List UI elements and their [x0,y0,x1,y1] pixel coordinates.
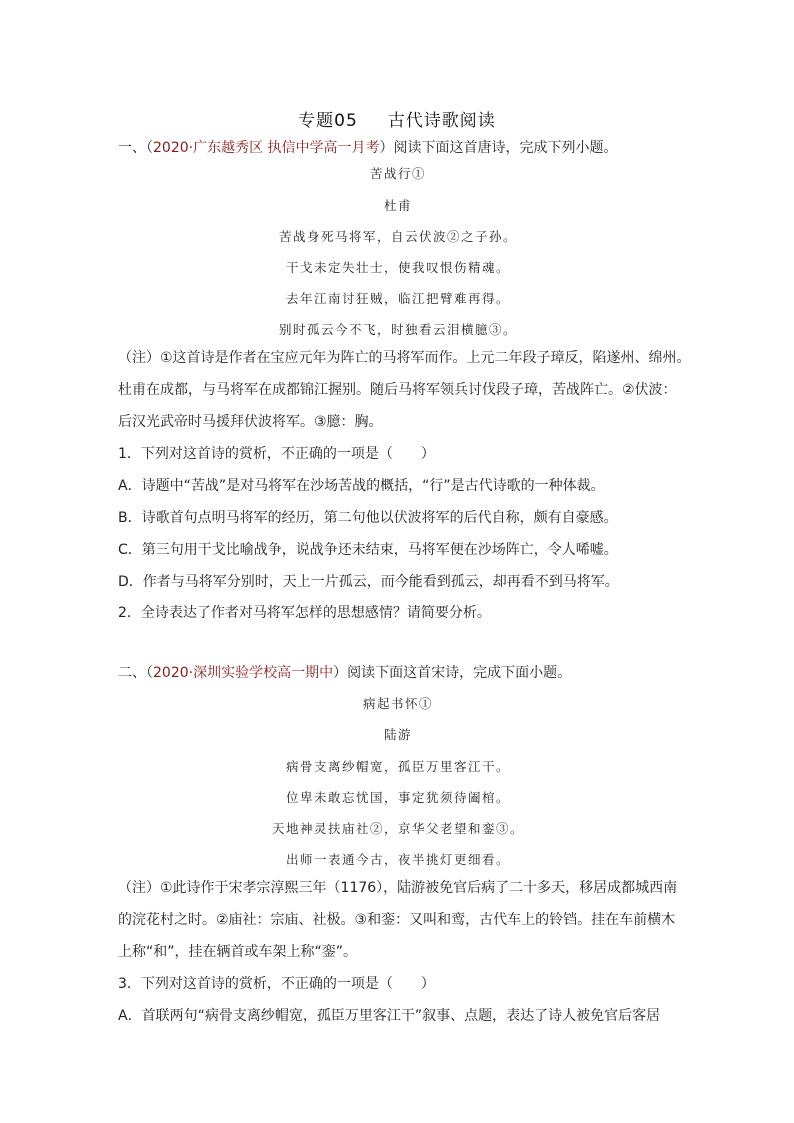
section2-header [118,663,698,683]
poem2-line: 天地神灵扶庙社②，京华父老望和銮③。 [271,821,524,836]
title-subject: 古代诗歌阅读 [387,111,496,131]
poem2-line: 位卑未敢忘忧国，事定犹须待阖棺。 [285,790,510,805]
question-2: 2．全诗表达了作者对马将军怎样的思想感情？请简要分析。 [118,605,491,621]
poem2-title: 病起书怀① [362,696,433,711]
section2-instruction: ）阅读下面这首宋诗，完成下面小题。 [333,665,572,681]
note1-line: 后汉光武帝时马援拜伏波将军。③臆：胸。 [118,414,383,430]
section1-instruction: ）阅读下面这首唐诗，完成下列小题。 [379,140,618,156]
poem1-author: 杜甫 [383,198,412,213]
poem1-line: 干戈未定失壮士，使我叹恨伤精魂。 [285,260,510,275]
note2-line: 上称“和”，挂在辆首或车架上称“銮”。 [118,944,358,960]
section1-header [118,138,698,158]
q1-option-d: D．作者与马将军分别时，天上一片孤云，而今能看到孤云，却再看不到马将军。 [118,574,619,590]
q3-option-a: A．首联两句“病骨支离纱帽宽，孤臣万里客江干”叙事、点题，表达了诗人被免官后客居 [118,1008,661,1024]
note1-line: （注）①这首诗是作者在宝应元年为阵亡的马将军而作。上元二年段子璋反，陷遂州、绵州。 [118,350,691,366]
poem2-author: 陆游 [383,727,412,742]
note2-line: 的浣花村之时。②庙社：宗庙、社极。③和銮：又叫和鸾，古代车上的铃铛。挂在车前横木 [118,912,676,928]
q1-option-b: B．诗歌首句点明马将军的经历，第二句他以伏波将军的后代自称，颇有自豪感。 [118,510,618,526]
question-1: 1．下列对这首诗的赏析，不正确的一项是（ ） [118,446,435,462]
poem2-line: 病骨支离纱帽宽，孤臣万里客江干。 [285,759,510,774]
q1-option-c: C．第三句用干戈比喻战争，说战争还未结束，马将军便在沙场阵亡，令人唏嘘。 [118,542,618,558]
section2-source: 2020·深圳实验学校高一期中 [153,665,334,681]
note2-line: （注）①此诗作于宋孝宗淳熙三年（1176），陆游被免官后病了二十多天，移居成都城西南 [118,880,678,896]
section1-source: 2020·广东越秀区 执信中学高一月考 [153,140,380,156]
title-topic: 专题05 [298,111,358,131]
poem1-title: 苦战行① [369,166,426,181]
question-3: 3．下列对这首诗的赏析，不正确的一项是（ ） [118,976,435,992]
page-title [0,106,794,131]
q1-option-a: A．诗题中“苦战”是对马将军在沙场苦战的概括，“行”是古代诗歌的一种体裁。 [118,478,605,494]
poem1-line: 别时孤云今不飞，时独看云泪横臆③。 [278,322,517,337]
poem2-line: 出师一表通今古，夜半挑灯更细看。 [285,852,510,867]
poem1-line: 苦战身死马将军，自云伏波②之子孙。 [278,229,517,244]
note1-line: 杜甫在成都，与马将军在成都锦江握别。随后马将军领兵讨伐段子璋，苦战阵亡。②伏波： [118,382,677,398]
section2-prefix: 二、（ [118,665,153,681]
section1-prefix: 一、（ [118,140,153,156]
poem1-line: 去年江南讨狂贼，临江把臂难再得。 [285,291,510,306]
